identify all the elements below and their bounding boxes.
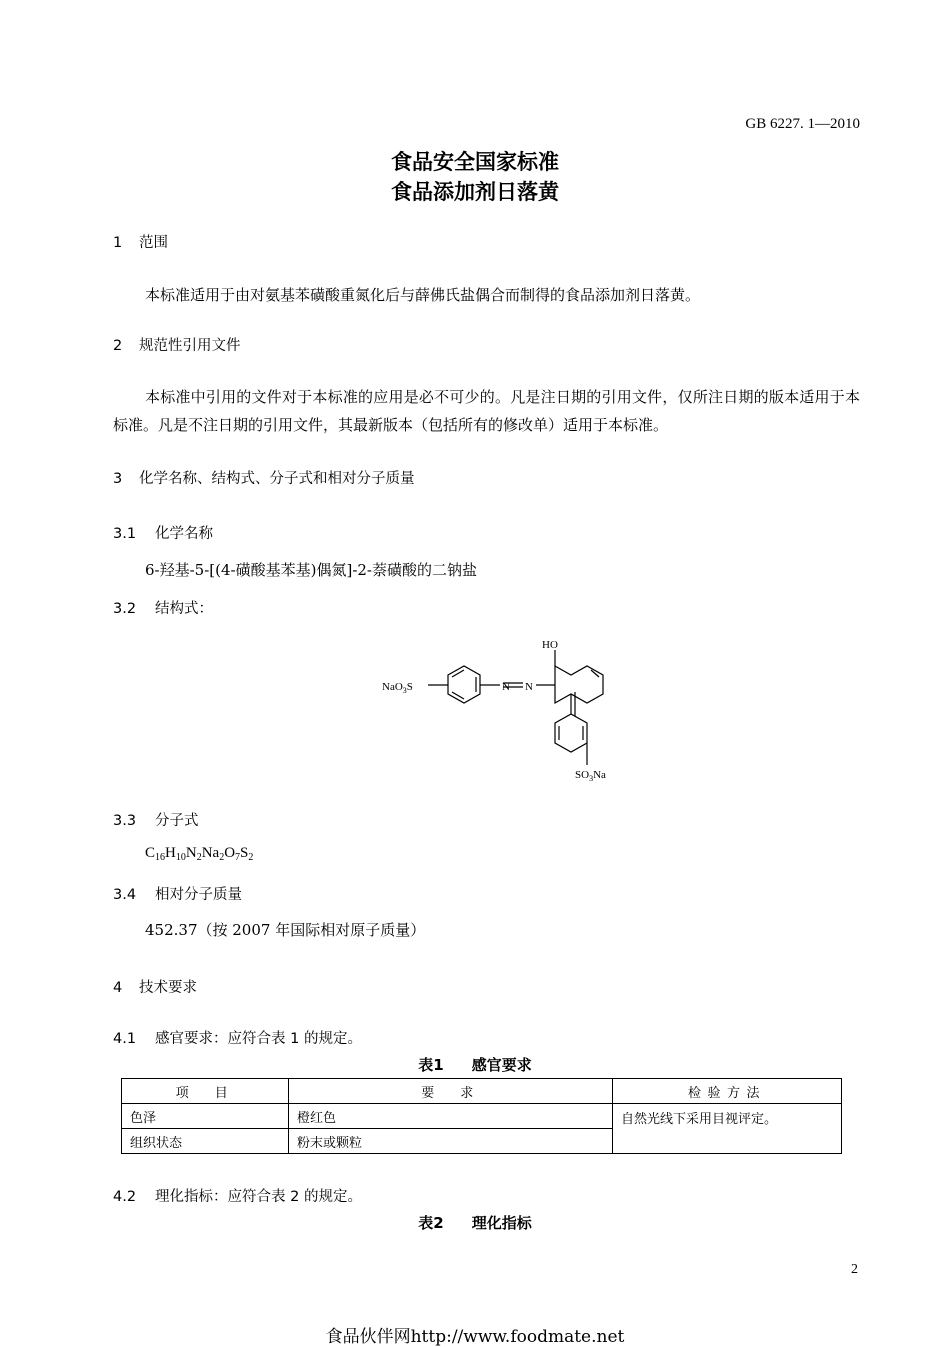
section-title: 化学名称、结构式、分子式和相对分子质量 — [139, 471, 415, 487]
section-title: 分子式 — [155, 813, 199, 829]
section-3-1-heading — [113, 522, 213, 543]
section-3-4-heading — [113, 883, 242, 904]
section-number: 4.2 — [113, 1189, 137, 1205]
section-1-heading — [113, 231, 168, 252]
section-title: 理化指标：应符合表 2 的规定。 — [155, 1189, 362, 1205]
nao-text: NaO — [382, 681, 403, 693]
azo-n1: N — [502, 681, 510, 693]
section-2-heading — [113, 334, 241, 355]
title-line-2: 食品添加剂日落黄 — [391, 180, 559, 204]
table-number: 表1 — [418, 1056, 444, 1074]
table-row — [122, 1104, 842, 1129]
section-2-paragraph: 本标准中引用的文件对于本标准的应用是必不可少的。凡是注日期的引用文件，仅所注日期的版本适用于本标准。凡是不注日期的引用文件，其最新版本（包括所有的修改单）适用于本标准。 — [113, 388, 860, 434]
method-cell: 自然光线下采用目视评定。 — [613, 1104, 842, 1154]
molecular-formula: $C_{16}H_{10}N_2Na_2O_7S_2$ — [145, 845, 254, 863]
requirement-cell: 粉末或颗粒 — [289, 1129, 613, 1154]
table-title: 感官要求 — [471, 1056, 532, 1074]
molecular-mass: 452.37（按 2007 年国际相对原子质量） — [145, 921, 426, 939]
page-number: 2 — [851, 1262, 858, 1277]
so-na: Na — [593, 769, 606, 781]
section-number: 3 — [113, 471, 123, 487]
section-title: 技术要求 — [139, 980, 197, 996]
chemical-name: 6-羟基-5-[(4-磺酸基苯基)偶氮]-2-萘磺酸的二钠盐 — [145, 561, 477, 579]
naphthalene-rings — [555, 666, 603, 752]
item-cell: 组织状态 — [122, 1129, 289, 1154]
section-title: 相对分子质量 — [155, 887, 242, 903]
section-number: 1 — [113, 235, 123, 251]
section-title: 结构式： — [155, 601, 213, 617]
section-title: 感官要求：应符合表 1 的规定。 — [155, 1031, 362, 1047]
sensory-requirements-table — [121, 1078, 842, 1154]
section-title: 范围 — [139, 235, 168, 251]
requirement-cell: 橙红色 — [289, 1104, 613, 1129]
section-number: 3.3 — [113, 813, 137, 829]
section-3-heading — [113, 467, 415, 488]
item-cell: 色泽 — [122, 1104, 289, 1129]
table-1-caption — [0, 1054, 950, 1075]
structural-formula — [370, 630, 660, 790]
nao-s: S — [406, 681, 413, 693]
section-3-3-heading — [113, 809, 199, 830]
title-line-1: 食品安全国家标准 — [391, 150, 559, 174]
column-header: 要 求 — [289, 1079, 613, 1104]
table-2-caption — [0, 1212, 950, 1233]
section-title: 规范性引用文件 — [139, 338, 241, 354]
nao-subscript: 3 — [402, 686, 407, 695]
standard-code: GB 6227. 1—2010 — [745, 116, 860, 132]
ho-text: HO — [542, 639, 558, 651]
section-4-1-heading — [113, 1027, 362, 1048]
benzene-ring — [448, 666, 480, 703]
section-number: 4.1 — [113, 1031, 137, 1047]
section-4-2-heading — [113, 1185, 362, 1206]
table-title: 理化指标 — [471, 1214, 532, 1232]
azo-n2: N — [525, 681, 533, 693]
section-number: 4 — [113, 980, 123, 996]
section-number: 3.4 — [113, 887, 137, 903]
so-text: SO — [575, 769, 590, 781]
section-number: 3.1 — [113, 526, 137, 542]
hydroxyl-label — [542, 639, 558, 651]
section-4-heading — [113, 976, 197, 997]
section-number: 3.2 — [113, 601, 137, 617]
so-subscript: 3 — [589, 774, 594, 783]
footer-watermark[interactable]: 食品伙伴网http://www.foodmate.net — [325, 1327, 625, 1347]
section-1-paragraph: 本标准适用于由对氨基苯磺酸重氮化后与薛佛氏盐偶合而制得的食品添加剂日落黄。 — [145, 286, 701, 304]
nao3s-label — [382, 681, 413, 695]
column-header: 项 目 — [122, 1079, 289, 1104]
section-number: 2 — [113, 338, 123, 354]
section-title: 化学名称 — [155, 526, 213, 542]
table-number: 表2 — [418, 1214, 444, 1232]
section-3-2-heading — [113, 597, 213, 618]
table-header-row — [122, 1079, 842, 1104]
column-header: 检验方法 — [613, 1079, 842, 1104]
so3na-label — [575, 769, 606, 783]
